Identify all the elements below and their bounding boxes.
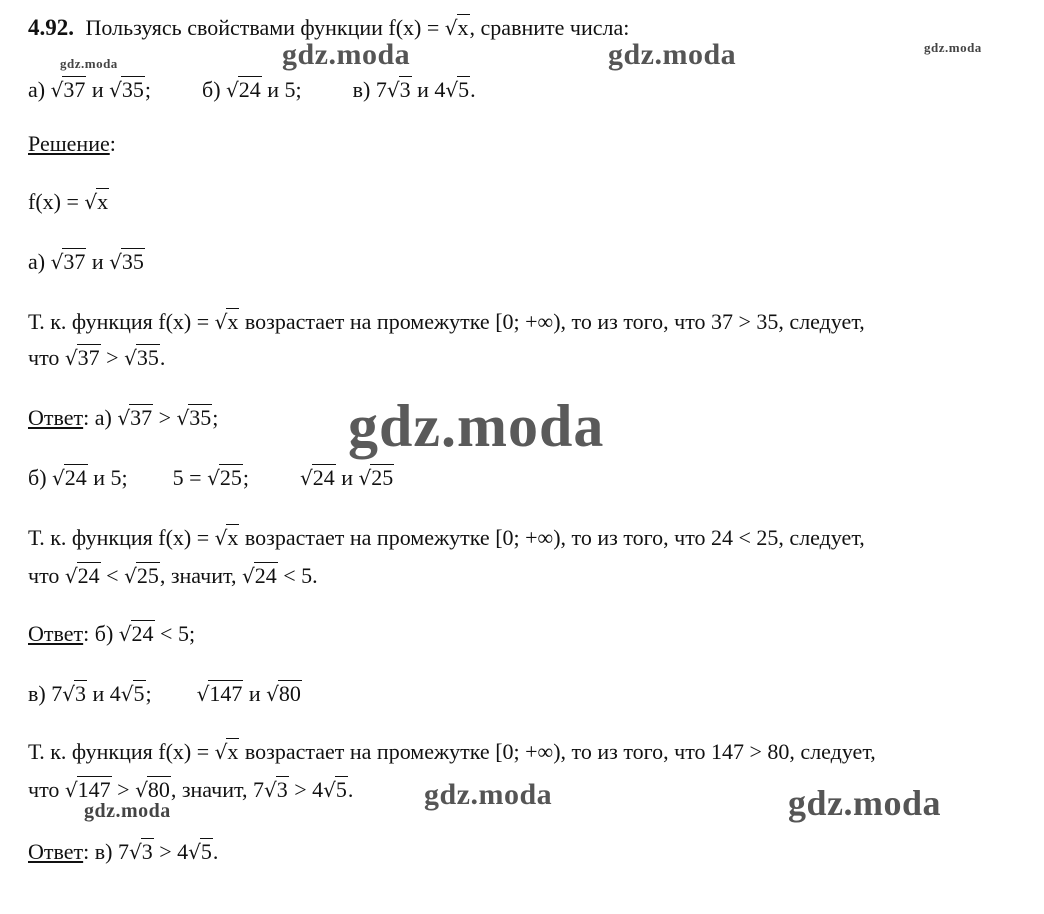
sqrt-expr: √24 [52,465,87,490]
sqrt-expr: √x [214,309,239,334]
sqrt-expr: √37 [117,405,153,430]
solution-heading: Решение: [28,131,116,156]
sqrt-expr: √25 [124,563,159,588]
sqrt-expr: √35 [176,405,212,430]
sqrt-expr: √3 [386,77,411,102]
part-a-heading: а) √37 и √35 [28,249,144,274]
sqrt-expr: √x [214,525,239,550]
watermark-small-2: gdz.moda [924,40,982,55]
sqrt-expr: √24 [64,563,100,588]
watermark-medium-1: gdz.moda [282,38,411,71]
sqrt-expr: √80 [135,777,170,802]
part-b-conclusion: что √24 < √25, значит, √24 < 5. [28,563,318,588]
sqrt-expr: √37 [50,77,86,102]
part-a-reason: Т. к. функция f(x) = √x возрастает на промежутке [0; +∞), то из того, что 37 > 35, следует, [28,309,865,334]
watermark-medium-2: gdz.moda [608,38,737,71]
sqrt-expr: √35 [109,249,144,274]
part-b-heading: б) √24 и 5; 5 = √25; √24 и √25 [28,465,394,490]
sqrt-expr: √x [214,739,239,764]
sqrt-expr: √24 [118,621,154,646]
watermark-medium-3: gdz.moda [424,778,553,811]
sqrt-expr: √3 [62,681,86,706]
sqrt-expr: √37 [64,345,100,370]
sqrt-expr: √x [444,15,469,40]
task-prompt-suffix: , сравните числа: [469,15,630,40]
task-items: а) √37 и √35; б) √24 и 5; в) 7√3 и 4√5. [28,77,476,102]
watermark-small-3: gdz.moda [84,800,171,822]
sqrt-expr: √37 [50,249,86,274]
watermark-large: gdz.moda [348,393,605,459]
sqrt-expr: √3 [128,839,153,864]
part-v-reason: Т. к. функция f(x) = √x возрастает на промежутке [0; +∞), то из того, что 147 > 80, следует, [28,739,876,764]
part-v-conclusion: что √147 > √80, значит, 7√3 > 4√5. [28,777,354,802]
sqrt-expr: √147 [196,681,243,706]
sqrt-expr: √5 [188,839,212,864]
part-a-answer: Ответ: а) √37 > √35; [28,405,219,430]
sqrt-expr: √x [84,189,109,214]
sqrt-expr: √5 [323,777,347,802]
task-number: 4.92. [28,15,74,40]
sqrt-expr: √24 [299,465,335,490]
sqrt-expr: √24 [241,563,277,588]
sqrt-expr: √25 [358,465,394,490]
part-b-reason: Т. к. функция f(x) = √x возрастает на промежутке [0; +∞), то из того, что 24 < 25, следует, [28,525,865,550]
task-prompt-prefix: Пользуясь свойствами функции f(x) = [85,15,445,40]
sqrt-expr: √5 [120,681,145,706]
sqrt-expr: √3 [263,777,288,802]
sqrt-expr: √25 [207,465,242,490]
sqrt-expr: √80 [266,681,301,706]
sqrt-expr: √35 [124,345,159,370]
part-v-answer: Ответ: в) 7√3 > 4√5. [28,839,219,864]
sqrt-expr: √35 [109,77,144,102]
part-v-heading: в) 7√3 и 4√5; √147 и √80 [28,681,301,706]
function-definition: f(x) = √x [28,189,109,214]
sqrt-expr: √147 [64,777,111,802]
sqrt-expr: √5 [445,77,470,102]
part-a-conclusion: что √37 > √35. [28,345,166,370]
task-statement [28,14,629,42]
watermark-medium-4: gdz.moda [788,783,942,823]
sqrt-expr: √24 [226,77,261,102]
watermark-small-1: gdz.moda [60,56,118,71]
part-b-answer: Ответ: б) √24 < 5; [28,621,196,646]
